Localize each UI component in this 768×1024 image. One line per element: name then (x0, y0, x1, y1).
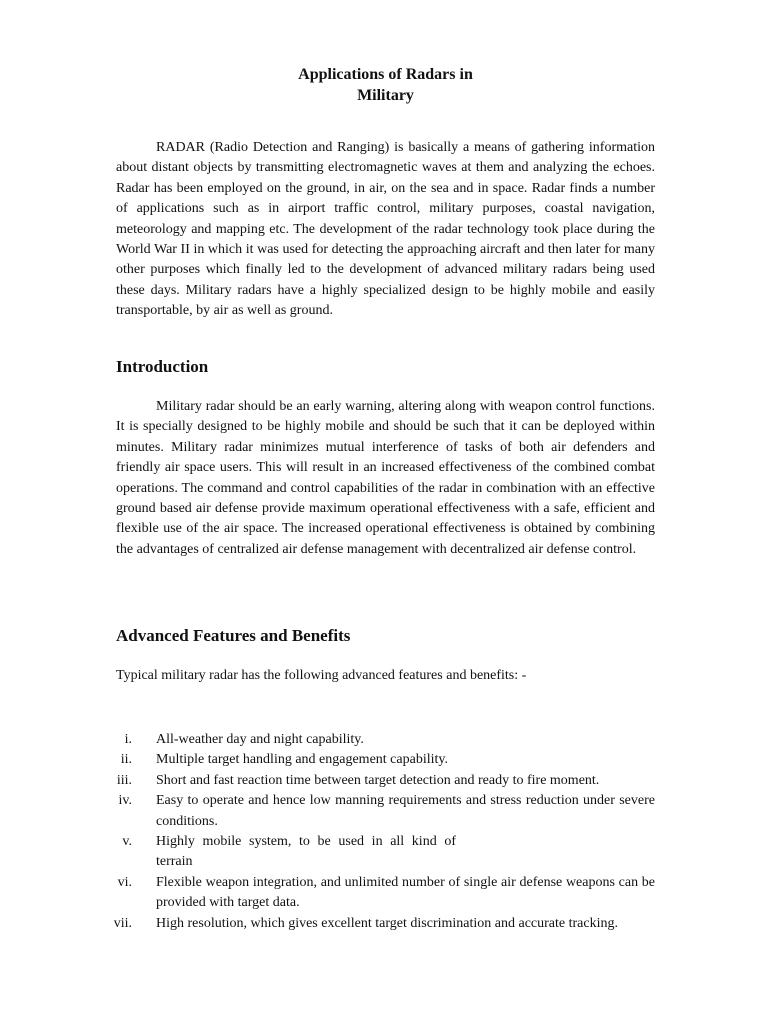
list-item-text: Flexible weapon integration, and unlimited number of single air defense weapons can be provided with target data. (156, 874, 655, 911)
list-item (116, 873, 655, 914)
list-item (116, 730, 655, 750)
title-line-1: Applications of Radars in (298, 66, 473, 83)
list-item-number: v. (122, 834, 132, 850)
list-item-text: Short and fast reaction time between target detection and ready to fire moment. (156, 772, 600, 788)
introduction-body: Military radar should be an early warning, altering along with weapon control functions. It is specially designed to be highly mobile and should be such that it can be deployed within minutes. Military radar minimizes mutual interference of tasks of both air defenders and friendly air space users. This will result in an increased effectiveness of the combined combat operations. The command and control capabilities of the radar in combination with an effective ground based air defense provide maximum operational effectiveness with a safe, efficient and flexible use of the air space. The increased operational effectiveness is obtained by combining the advantages of centralized air defense management with decentralized air defense control. (116, 399, 655, 557)
document-title (116, 64, 655, 106)
features-lead: Typical military radar has the following advanced features and benefits: - (116, 668, 527, 683)
list-item-number: vii. (113, 915, 132, 931)
intro-paragraph: RADAR (Radio Detection and Ranging) is basically a means of gathering information about distant objects by transmitting electromagnetic waves at them and analyzing the echoes. Radar has been employed on the ground, in air, on the sea and in space. Radar finds a number of applications such as in airport traffic control, military purposes, coastal navigation, meteorology and mapping etc. The development of the radar technology took place during the World War II in which it was used for detecting the approaching aircraft and then later for many other purposes which finally led to the development of advanced military radars being used these days. Military radars have a highly specialized design to be highly mobile and easily transportable, by air as well as ground. (116, 140, 655, 319)
list-item-number: vi. (117, 874, 132, 890)
list-item (116, 832, 655, 873)
list-item-number: iv. (118, 793, 132, 809)
list-item (116, 771, 655, 791)
features-heading: Advanced Features and Benefits (116, 626, 351, 645)
list-item-text: Highly mobile system, to be used in all kind of terrain (156, 834, 456, 870)
list-item-number: i. (124, 732, 132, 747)
features-list (113, 730, 655, 934)
list-item-number: ii. (120, 752, 132, 768)
list-item-number: iii. (116, 772, 132, 788)
list-item-text: High resolution, which gives excellent target discrimination and accurate tracking. (156, 915, 618, 931)
list-item (113, 914, 655, 934)
list-item-text: Easy to operate and hence low manning requirements and stress reduction under severe conditions. (156, 793, 655, 829)
list-item-text: Multiple target handling and engagement capability. (156, 752, 448, 768)
introduction-heading: Introduction (116, 357, 209, 376)
title-line-2: Military (357, 87, 414, 104)
list-item (116, 750, 655, 770)
list-item (116, 791, 655, 832)
list-item-text: All-weather day and night capability. (156, 732, 364, 747)
